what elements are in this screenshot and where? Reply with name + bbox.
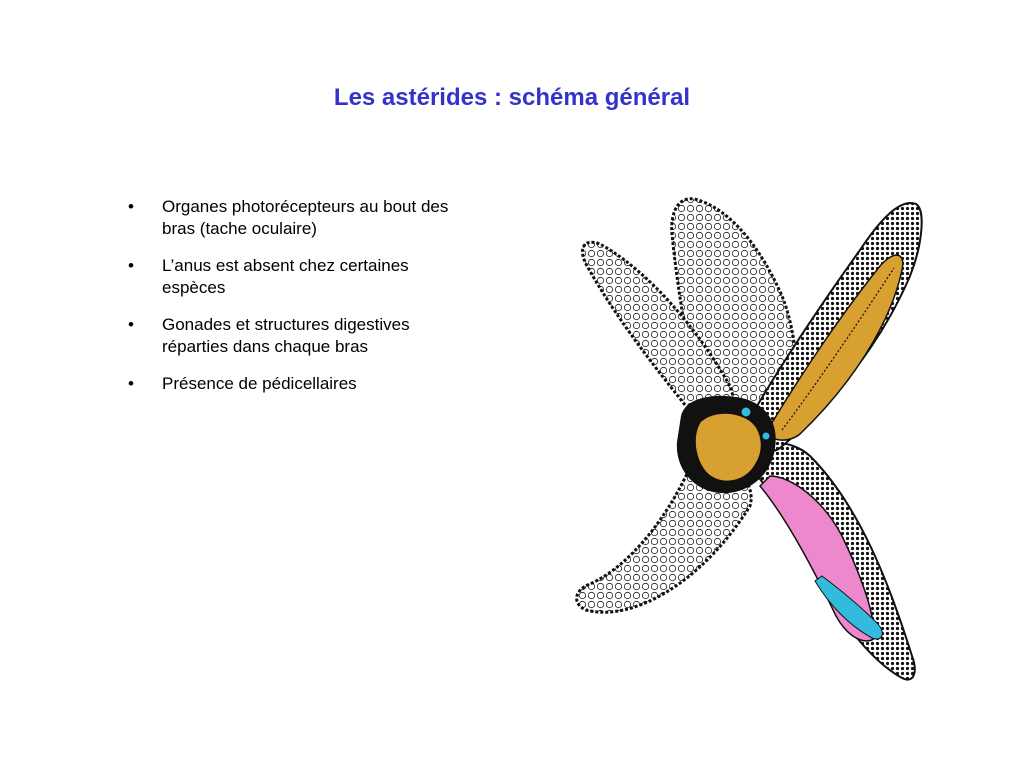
bullet-text: Présence de pédicellaires [162,374,357,393]
canal-node [762,432,770,440]
bullet-marker: • [128,256,134,275]
stomach [695,413,761,481]
bullet-text: L’anus est absent chez certaines espèces [162,256,409,297]
bullet-list [128,196,468,410]
bullet-item [128,373,468,395]
bullet-text: Gonades et structures digestives réparties dans chaque bras [162,315,410,356]
bullet-text: Organes photorécepteurs au bout des bras (tache oculaire) [162,197,449,238]
bullet-marker: • [128,315,134,334]
canal-node [741,407,751,417]
bullet-item [128,314,468,358]
bullet-marker: • [128,374,134,393]
bullet-item [128,196,468,240]
bullet-marker: • [128,197,134,216]
bullet-item [128,255,468,299]
slide-title: Les astérides : schéma général [333,84,691,111]
starfish-illustration [560,186,932,686]
